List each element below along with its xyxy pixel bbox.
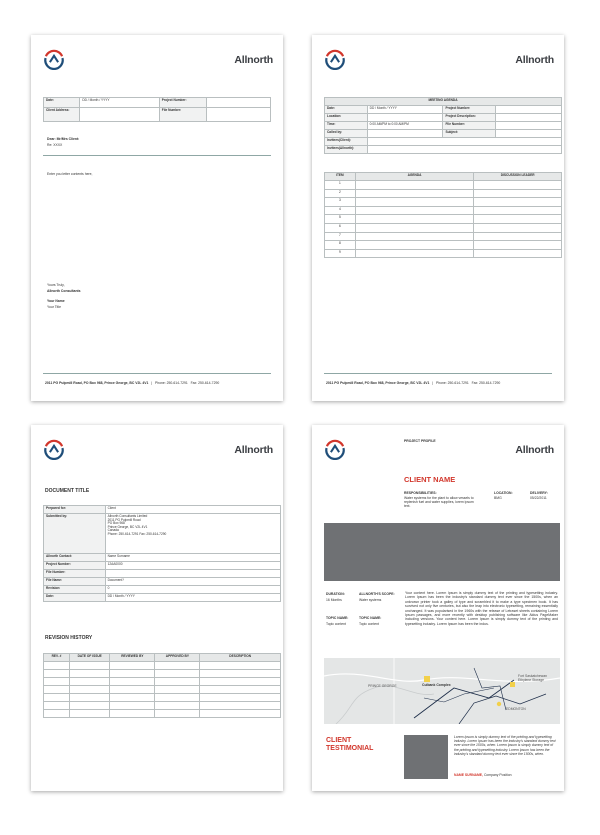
agenda-cell[interactable]: [355, 215, 474, 224]
agenda-project-number-field[interactable]: [495, 106, 561, 114]
file-number-label: File Number:: [44, 570, 106, 578]
agenda-project-description-field[interactable]: [495, 114, 561, 122]
brand-name: Allnorth: [234, 444, 273, 456]
table-row: 3: [325, 198, 356, 207]
file-number-value[interactable]: [105, 570, 280, 578]
revision-history-title: REVISION HISTORY: [45, 635, 93, 641]
document-title[interactable]: DOCUMENT TITLE: [45, 488, 90, 494]
table-row: 5: [325, 215, 356, 224]
footer-phone: Phone: 250-614-7291: [154, 381, 188, 385]
allnorth-logo-icon: [324, 438, 346, 460]
table-row[interactable]: [44, 686, 281, 694]
allnorth-logo-icon: [324, 48, 346, 70]
column-agenda: AGENDA: [355, 173, 474, 181]
divider: [43, 155, 271, 156]
submitted-line: 2011 PG Pulpmill Road: [107, 517, 141, 522]
signer-title: Your Title: [47, 305, 62, 309]
agenda-info-table: [324, 97, 562, 154]
revision-history-table: [43, 653, 281, 718]
leader-cell[interactable]: [474, 181, 562, 190]
project-profile-kicker: PROJECT PROFILE: [404, 439, 436, 443]
topic2-label: TOPIC NAME:: [359, 616, 382, 620]
agenda-file-number-field[interactable]: [495, 122, 561, 130]
agenda-subject-label: Subject:: [443, 130, 495, 138]
agenda-page: [312, 35, 564, 401]
re-line: Re: XXXX: [47, 143, 63, 147]
table-row: 8: [325, 241, 356, 250]
prepared-for-label: Prepared for:: [44, 506, 106, 514]
testimonial-signature: [454, 773, 512, 777]
footer-address: 2011 PG Pulpmill Road, PO Box 968, Prince George, BC V2L 4V1: [326, 381, 430, 385]
project-profile-page: [312, 425, 564, 791]
agenda-subject-field[interactable]: [495, 130, 561, 138]
footer-divider: [43, 373, 271, 374]
column-reviewed-by: REVIEWED BY: [110, 654, 155, 662]
submitted-by-label: Submitted by:: [44, 514, 106, 554]
closing-company: Allnorth Consultants: [47, 289, 81, 293]
date-value[interactable]: DD / Month / YYYY: [80, 98, 159, 108]
profile-body[interactable]: Your content here. Lorem Ipsum is simply dummy text of the printing and typesetting industry. Lorem Ipsum has been the industry's standard dummy text ever since the 1500s, when an unknown printer took a galley of type and scrambled it to make a type specimen book. It has survived not only five centuries, but also the leap into electronic typesetting, remaining essentially unchanged. It was popularised in the 1960s with the release of Letraset sheets containing Lorem Ipsum passages, and more recently with desktop publishing software like Aldus PageMaker including versions. Your content here. Lorem Ipsum is simply dummy text of the printing and typesetting industry. Lorem Ipsum has been the indus.: [405, 591, 558, 626]
document-info-table: [43, 505, 281, 602]
revision-value[interactable]: 0: [105, 586, 280, 594]
leader-cell[interactable]: [474, 249, 562, 258]
agenda-cell[interactable]: [355, 198, 474, 207]
agenda-project-description-label: Project Description:: [443, 114, 495, 122]
agenda-cell[interactable]: [355, 181, 474, 190]
table-row: 1: [325, 181, 356, 190]
salutation: Dear: Mr/Mrs Client:: [47, 137, 80, 141]
invitees-allnorth-label: Invitees(Allnorth):: [325, 146, 368, 154]
leader-cell[interactable]: [474, 215, 562, 224]
revision-label: Revision:: [44, 586, 106, 594]
brand-name: Allnorth: [515, 444, 554, 456]
letter-page: [31, 35, 283, 401]
date-label: Date:: [44, 594, 106, 602]
prepared-for-value[interactable]: Client: [105, 506, 280, 514]
map-label-edmonton: EDMONTON: [506, 707, 526, 711]
file-name-value[interactable]: Document?: [105, 578, 280, 586]
table-row: 6: [325, 223, 356, 232]
brand-name: Allnorth: [234, 54, 273, 66]
map-label-fort-saskatchewan: Fort Saskatchewan Ethylene Storage: [518, 674, 548, 683]
agenda-date-value[interactable]: DD / Month / YYYY: [367, 106, 443, 114]
topic-value: Topic content: [326, 622, 346, 626]
agenda-cell[interactable]: [355, 189, 474, 198]
brand-name: Allnorth: [515, 54, 554, 66]
column-approved-by: APPROVED BY: [155, 654, 200, 662]
agenda-items-table: [324, 172, 562, 258]
agenda-file-number-label: File Number:: [443, 122, 495, 130]
map-label-prince-george: PRINCE GEORGE: [368, 684, 397, 688]
submitted-line: Prince George, BC V2L 4V1: [107, 524, 148, 529]
submitted-line: Allnorth Consultants Limited: [107, 514, 148, 518]
client-name[interactable]: CLIENT NAME: [404, 475, 456, 484]
duration-value: 16 Months: [326, 598, 342, 602]
leader-cell[interactable]: [474, 232, 562, 241]
column-discussion-leader: DISCUSSION LEADER: [474, 173, 562, 181]
project-number-field[interactable]: [207, 98, 271, 108]
map-label-culbank: Culbank Complex: [422, 683, 451, 687]
testimonial-text[interactable]: Lorem Ipsum is simply dummy text of the printing and typesetting industry. Lorem Ipsum has been the industry's standard dummy text ever since the 1500s, when. Lorem Ipsum is simply dummy text of the printing and typesetting industry. Lorem Ipsum has been the industry's standard dummy text ever since the 1500s, when.: [454, 735, 556, 756]
agenda-time-label: Time:: [325, 122, 368, 130]
location-label: LOCATION:: [494, 491, 513, 495]
leader-cell[interactable]: [474, 198, 562, 207]
agenda-project-number-label: Project Number:: [443, 106, 495, 114]
agenda-cell[interactable]: [355, 223, 474, 232]
allnorth-logo-icon: [43, 438, 65, 460]
leader-cell[interactable]: [474, 241, 562, 250]
agenda-called-by-field[interactable]: [367, 130, 443, 138]
delivery-label: DELIVERY:: [530, 491, 548, 495]
agenda-cell[interactable]: [355, 249, 474, 258]
delivery-value: 05/22/2011: [530, 496, 547, 500]
allnorth-contact-label: Allnorth Contact:: [44, 554, 106, 562]
agenda-location-field[interactable]: [367, 114, 443, 122]
submitted-line: PO Box 968: [107, 521, 125, 526]
signer-name: Your Name: [47, 299, 65, 303]
agenda-called-by-label: Called by:: [325, 130, 368, 138]
agenda-date-label: Date:: [325, 106, 368, 114]
closing: Yours Truly,: [47, 283, 65, 287]
column-item: ITEM: [325, 173, 356, 181]
submitted-line: Canada: [107, 528, 119, 533]
submitted-line: Phone: 250-614-7291 Fax: 250-614-7290: [107, 531, 167, 536]
table-row: 7: [325, 232, 356, 241]
table-row[interactable]: [44, 710, 281, 718]
scope-label: ALLNORTH'S SCOPE:: [359, 592, 395, 596]
table-row: 9: [325, 249, 356, 258]
footer-divider: [324, 373, 552, 374]
agenda-cell[interactable]: [355, 241, 474, 250]
responsibilities-text: Water systems for the plant to allow vessels to replenish fuel and water supplies, lorem ipsum text.: [404, 496, 474, 509]
project-number-label: Project Number:: [44, 562, 106, 570]
file-number-label: File Number:: [159, 108, 207, 122]
project-number-label: Project Number:: [159, 98, 207, 108]
project-number-value[interactable]: 12AA0000: [105, 562, 280, 570]
agenda-time-value[interactable]: 0:00 AM/PM to 0:00 AM/PM: [367, 122, 443, 130]
location-value: BMG: [494, 496, 502, 500]
footer-separator: |: [151, 381, 153, 385]
agenda-cell[interactable]: [355, 232, 474, 241]
project-photo-placeholder: [324, 523, 560, 581]
footer-fax: Fax: 250-614-7290: [190, 381, 220, 385]
topic2-value: Topic content: [359, 622, 379, 626]
project-map: [324, 658, 560, 724]
column-date-of-issue: DATE OF ISSUE: [70, 654, 110, 662]
client-address-field[interactable]: [80, 108, 159, 122]
topic-label: TOPIC NAME:: [326, 616, 349, 620]
allnorth-contact-value[interactable]: Name Surname: [105, 554, 280, 562]
table-row[interactable]: [44, 678, 281, 686]
map-graphic: [324, 658, 560, 724]
testimonial-title-line-2: TESTIMONIAL: [326, 745, 374, 752]
document-page: [31, 425, 283, 791]
invitees-client-label: Invitees(Client):: [325, 138, 368, 146]
duration-label: DURATION:: [326, 592, 345, 596]
leader-cell[interactable]: [474, 189, 562, 198]
agenda-location-label: Location:: [325, 114, 368, 122]
footer-address: 2011 PG Pulpmill Road, PO Box 968, Prince George, BC V2L 4V1: [45, 381, 149, 385]
file-number-field[interactable]: [207, 108, 271, 122]
column-description: DESCRIPTION: [200, 654, 281, 662]
file-name-label: File Name:: [44, 578, 106, 586]
footer-separator: |: [432, 381, 434, 385]
table-row[interactable]: [44, 670, 281, 678]
column-rev: REV. #: [44, 654, 70, 662]
table-row[interactable]: [44, 662, 281, 670]
client-address-label: Client Address:: [44, 108, 80, 122]
letter-header-table: [43, 97, 271, 122]
agenda-title: MEETING AGENDA: [325, 98, 562, 106]
table-row: 2: [325, 189, 356, 198]
invitees-client-field[interactable]: [367, 138, 561, 146]
invitees-allnorth-field[interactable]: [367, 146, 561, 154]
footer: [326, 381, 500, 385]
footer-fax: Fax: 250-614-7290: [471, 381, 501, 385]
testimonial-photo-placeholder: [404, 735, 448, 779]
responsibilities-label: RESPONSIBILITIES:: [404, 491, 437, 495]
footer: [45, 381, 219, 385]
table-row[interactable]: [44, 694, 281, 702]
submitted-by-value[interactable]: [105, 514, 280, 554]
footer-phone: Phone: 250-614-7291: [435, 381, 469, 385]
allnorth-logo-icon: [43, 48, 65, 70]
scope-value: Water systems: [359, 598, 382, 602]
signature-position: Company Position: [483, 773, 512, 777]
date-label: Date:: [44, 98, 80, 108]
testimonial-title-line-1: CLIENT: [326, 737, 352, 744]
agenda-cell[interactable]: [355, 206, 474, 215]
letter-body[interactable]: Enter you letter contents here,: [47, 172, 93, 176]
leader-cell[interactable]: [474, 223, 562, 232]
table-row[interactable]: [44, 702, 281, 710]
leader-cell[interactable]: [474, 206, 562, 215]
date-value[interactable]: DD / Month / YYYY: [105, 594, 280, 602]
signature-name: NAME SURNAME,: [454, 773, 484, 777]
table-row: 4: [325, 206, 356, 215]
